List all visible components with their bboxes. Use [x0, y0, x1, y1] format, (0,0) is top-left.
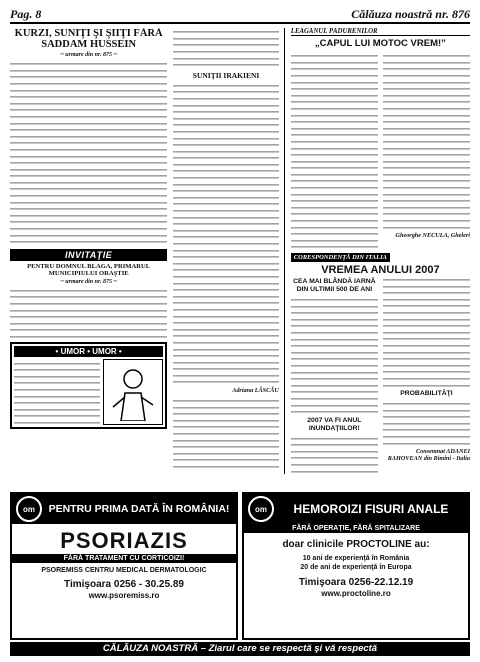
rubric-italia: CORESPONDENŢĂ DIN ITALIA [291, 253, 390, 262]
invitatie-signature: Adriana LĂSCĂU [232, 386, 279, 394]
invitatie-title: PENTRU DOMNUL BLAGA, PRIMARUL MUNICIPIULUI ORAŞTIE [27, 262, 151, 277]
italia-subhead-2: 2007 VA FI ANUL INUNDAŢIILOR! [307, 416, 362, 432]
column-right [291, 28, 470, 474]
italia-title: VREMEA ANULUI 2007 [321, 263, 440, 276]
cartoon-drawing-icon [107, 363, 159, 421]
article-columns [10, 28, 470, 474]
ad-psoriazis-product: PSORIAZIS [60, 528, 188, 553]
article-text-kurzi-cont [173, 28, 279, 68]
om-logo-icon: om [248, 496, 274, 522]
subhead-suniti: SUNIŢII IRAKIENI [192, 70, 260, 80]
italia-subhead-1: CEA MAI BLÂNDĂ IARNĂ DIN ULTIMII 500 DE ANI [293, 277, 376, 293]
umor-text [14, 359, 100, 425]
italia-subhead-3: PROBABILITĂŢI [400, 389, 453, 397]
column-middle [173, 28, 285, 474]
italia-text-d [383, 400, 470, 446]
invitatie-text-cont [173, 397, 279, 470]
ad-psoriazis-phone: Timişoara 0256 - 30.25.89 [64, 579, 184, 590]
ad-hemoroizi-headline: HEMOROIZI FISURI ANALE [293, 501, 449, 516]
article-text-motoc-a [291, 52, 378, 250]
ad-psoriazis-headline: PENTRU PRIMA DATĂ ÎN ROMÂNIA! [48, 502, 230, 515]
article-text-suniti [173, 82, 279, 385]
italia-text-b [291, 435, 378, 475]
article-title-motoc: „CAPUL LUI MOTOC VREM!” [314, 38, 446, 49]
advertisements [10, 492, 470, 640]
publication-title: Călăuza noastră nr. 876 [351, 7, 470, 21]
column-left [10, 28, 167, 474]
cartoon-image [103, 359, 163, 425]
article-text-kurzi [10, 60, 167, 245]
page-footer: CĂLĂUZA NOASTRĂ – Ziarul care se respectă şi vă respectă [10, 642, 470, 656]
article-text-motoc-b [383, 52, 470, 230]
motoc-signature: Gheorghe NECULA, Gheleri [395, 232, 470, 240]
invitatie-label: INVITAŢIE [10, 249, 167, 261]
umor-label: • UMOR • UMOR • [14, 346, 163, 357]
page-number: Pag. 8 [10, 7, 42, 21]
italia-text-a [291, 296, 378, 415]
ad-hemoroizi-phone: Timişoara 0256-22.12.19 [298, 577, 414, 588]
invitatie-text [10, 287, 167, 340]
ad-hemoroizi-sub: FĂRĂ OPERAŢIE, FĂRĂ SPITALIZARE [244, 524, 468, 533]
ad-hemoroizi-web[interactable]: www.proctoline.ro [321, 589, 391, 598]
ad-hemoroizi-line1: 10 ani de experienţă în România [302, 555, 410, 562]
invitatie-byline: ~ urmare din nr. 875 ~ [60, 278, 117, 285]
ad-hemoroizi-line2: 20 de ani de experienţă în Europa [300, 564, 412, 571]
om-logo-icon: om [16, 496, 42, 522]
ad-psoriazis-clinic: PSOREMISS CENTRU MEDICAL DERMATOLOGIC [41, 567, 207, 574]
italia-signature: Consemnat ADANEI RAHOVEAN din Rimini - Italia [387, 448, 470, 463]
ad-hemoroizi [242, 492, 470, 640]
ad-psoriazis-web[interactable]: www.psoremiss.ro [88, 591, 160, 600]
rubric-leaganul: LEAGĂNUL PĂDURENILOR [291, 28, 470, 36]
article-byline: ~ urmare din nr. 875 ~ [60, 52, 117, 58]
page-header [10, 6, 470, 24]
article-title-kurzi: KURZI, SUNIŢI ŞI ŞIIŢI FĂRĂ SADDAM HUSSEIN [14, 28, 163, 50]
ad-hemoroizi-clinic: doar clinicile PROCTOLINE au: [282, 539, 430, 550]
italia-text-c [383, 276, 470, 388]
umor-box [10, 342, 167, 429]
ad-psoriazis-tagline: FĂRĂ TRATAMENT CU CORTICOIZI! [12, 554, 236, 563]
ad-psoriazis [10, 492, 238, 640]
